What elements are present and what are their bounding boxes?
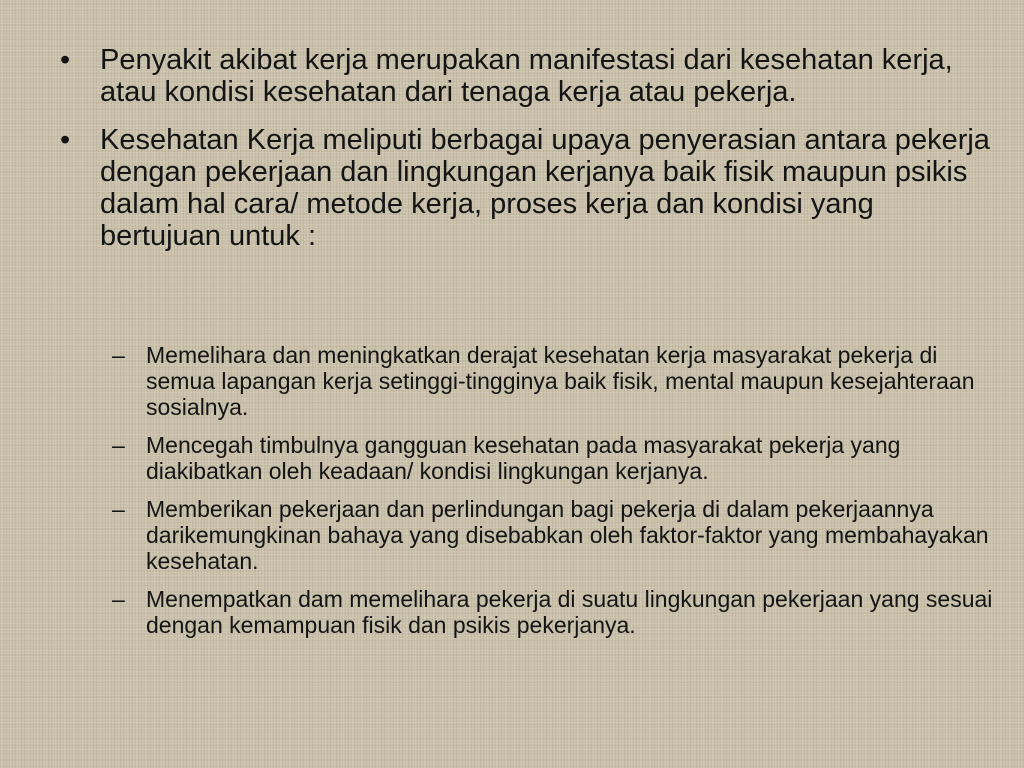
- dash-marker: –: [112, 432, 125, 458]
- bullet-item: [58, 124, 998, 252]
- sub-bullet-text: Memelihara dan meningkatkan derajat kesehatan kerja masyarakat pekerja di semua lapangan kerja setinggi-tingginya baik fisik, mental maupun kesejahteraan sosialnya.: [146, 342, 975, 420]
- dash-marker: –: [112, 586, 125, 612]
- sub-bullet-item: [112, 496, 1002, 574]
- bullet-list: [58, 44, 998, 268]
- dash-marker: –: [112, 342, 125, 368]
- sub-bullet-text: Menempatkan dam memelihara pekerja di suatu lingkungan pekerjaan yang sesuai dengan kemampuan fisik dan psikis pekerjanya.: [146, 586, 993, 638]
- sub-bullet-item: [112, 432, 1002, 484]
- sub-bullet-list: [112, 342, 1002, 650]
- bullet-text: Kesehatan Kerja meliputi berbagai upaya penyerasian antara pekerja dengan pekerjaan dan lingkungan kerjanya baik fisik maupun psikis dalam hal cara/ metode kerja, proses kerja dan kondisi yang bertujuan untuk :: [100, 124, 990, 252]
- sub-bullet-text: Memberikan pekerjaan dan perlindungan bagi pekerja di dalam pekerjaannya darikemungkinan bahaya yang disebabkan oleh faktor-faktor yang membahayakan kesehatan.: [146, 496, 989, 574]
- bullet-marker: •: [60, 44, 71, 76]
- bullet-text: Penyakit akibat kerja merupakan manifestasi dari kesehatan kerja, atau kondisi kesehatan dari tenaga kerja atau pekerja.: [100, 44, 953, 108]
- bullet-marker: •: [60, 124, 71, 156]
- sub-bullet-item: [112, 586, 1002, 638]
- sub-bullet-item: [112, 342, 1002, 420]
- dash-marker: –: [112, 496, 125, 522]
- sub-bullet-text: Mencegah timbulnya gangguan kesehatan pada masyarakat pekerja yang diakibatkan oleh keadaan/ kondisi lingkungan kerjanya.: [146, 432, 901, 484]
- bullet-item: [58, 44, 998, 108]
